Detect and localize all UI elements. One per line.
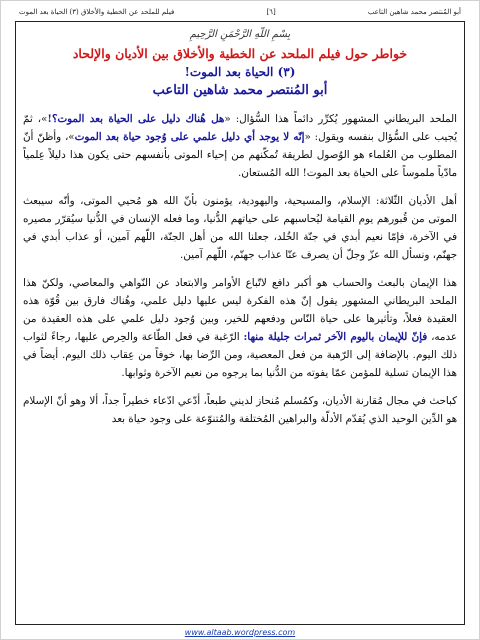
paragraph-3 xyxy=(23,274,457,382)
paragraph-1-text-b: »، ثمّ يُجيب على السُّؤال بنفسه ويقول: « xyxy=(23,113,457,144)
paragraph-1-text-a: الملحد البريطاني المشهور يُكرِّر دائماً هذا السُّؤال: « xyxy=(224,113,457,125)
article-author: أبو المُنتصر محمد شاهين التاعب xyxy=(152,83,328,98)
paragraph-1-quote-2: إنّه لا يوجد أي دليل علمي على وُجود حياة بعد الموت xyxy=(74,131,305,144)
paragraph-4: كباحث في مجال مُقارنة الأديان، وكمُسلم مُنحاز لديني طبعاً، أدّعي ادّعاء خطيراً جداً، ألا وهو أنّ الإسلام هو الدِّين الوحيد الذي يُقدّم الأدلّة والبراهين المُختلفة والمُتنوّعة على وجود حياة بعد xyxy=(23,395,457,426)
paragraph-3-text-b: الرّغبة في فعل الطّاعة والحِرص عليها، رجاءً لثواب ذلك اليوم. بالإضافة إلى الرّهبة من فعل المعصية، ومن الرِّضا بها، خوفاً من عِقاب ذلك اليوم. أيضاً في هذا الإيمان تسلية للمؤمن عمّا يفوته من الدُّنيا بما يرجوه من نعيم الآخرة وثوابها. xyxy=(23,331,457,380)
paragraph-2: أهل الأديان الثّلاثة: الإسلام، والمسيحية، واليهودية، يؤمنون بأنّ الله هو مُحيي الموتى، وأنّه سيبعث الموتى من قُبورهم يوم القيامة ليُحاسبهم على حياتهم الدُّنيا، وما فعله الإنسان في الدُّنيا سيُقرّر مصيره في الآخرة، فإمّا نعيم أبدي في جنّة الخُلد، جعلنا الله من أهل الجنّة، اللّهم آمين، أو عذاب أبدي في جهنّم، ونسأل الله عزّ وجلّ أن يصرف عنّا عذاب جهنّم، اللّهم آمين. xyxy=(23,195,457,262)
page-number: [٦] xyxy=(266,8,276,16)
header-author: أبو المُنتصر محمد شاهين التاعب xyxy=(367,8,461,16)
footer-website-link[interactable]: www.altaab.wordpress.com xyxy=(184,628,296,637)
paragraph-1-text-c: »، وأظنّ أنّ المطلوب من العُلماء هو الوُصول لطريقة تُمكّنهم من إحياء الموتى بأنفسهم حتى يكون هذا دليلاً عِلمياً مادّياً ملموساً على الحياة بعد الموت! الله المُستعان. xyxy=(23,131,457,180)
paragraph-1 xyxy=(23,110,457,182)
page-content xyxy=(23,27,457,619)
article-title: خواطر حول فيلم الملحد عن الخطية والأخلاق بين الأديان والإلحاد xyxy=(72,46,408,61)
header-title: فيلم للملحد عن الخطية والأخلاق (٣) الحياة بعد الموت xyxy=(19,8,175,16)
article-subtitle: (٣) الحياة بعد الموت! xyxy=(184,65,296,79)
paragraph-3-text-a: هذا الإيمان بالبعث والحساب هو أكبر دافع لاتّباع الأوامر والابتعاد عن النّواهي والمعاصي، ولكنّ هذا الملحد البريطاني المشهور يقول إنّ هذه الفكرة ليس عليها دليل علمي، وهُناك فارق بين قُوّة هذه العقيدة فعلاً، وتأثيرها على حياة النّاس ودفعهم للخير، وبين وُجود دليل علمي على هذه العقيدة من عدمه، xyxy=(23,277,457,344)
paragraph-3-highlight: فإنّ للإيمان باليوم الآخر ثمرات جليلة منها: xyxy=(243,331,428,344)
basmala: بِسْمِ اللَّهِ الرَّحْمَنِ الرَّحِيمِ xyxy=(189,29,291,40)
paragraph-1-quote-1: هل هُناك دليل على الحياة بعد الموت؟! xyxy=(47,113,225,125)
page-header xyxy=(19,5,461,19)
